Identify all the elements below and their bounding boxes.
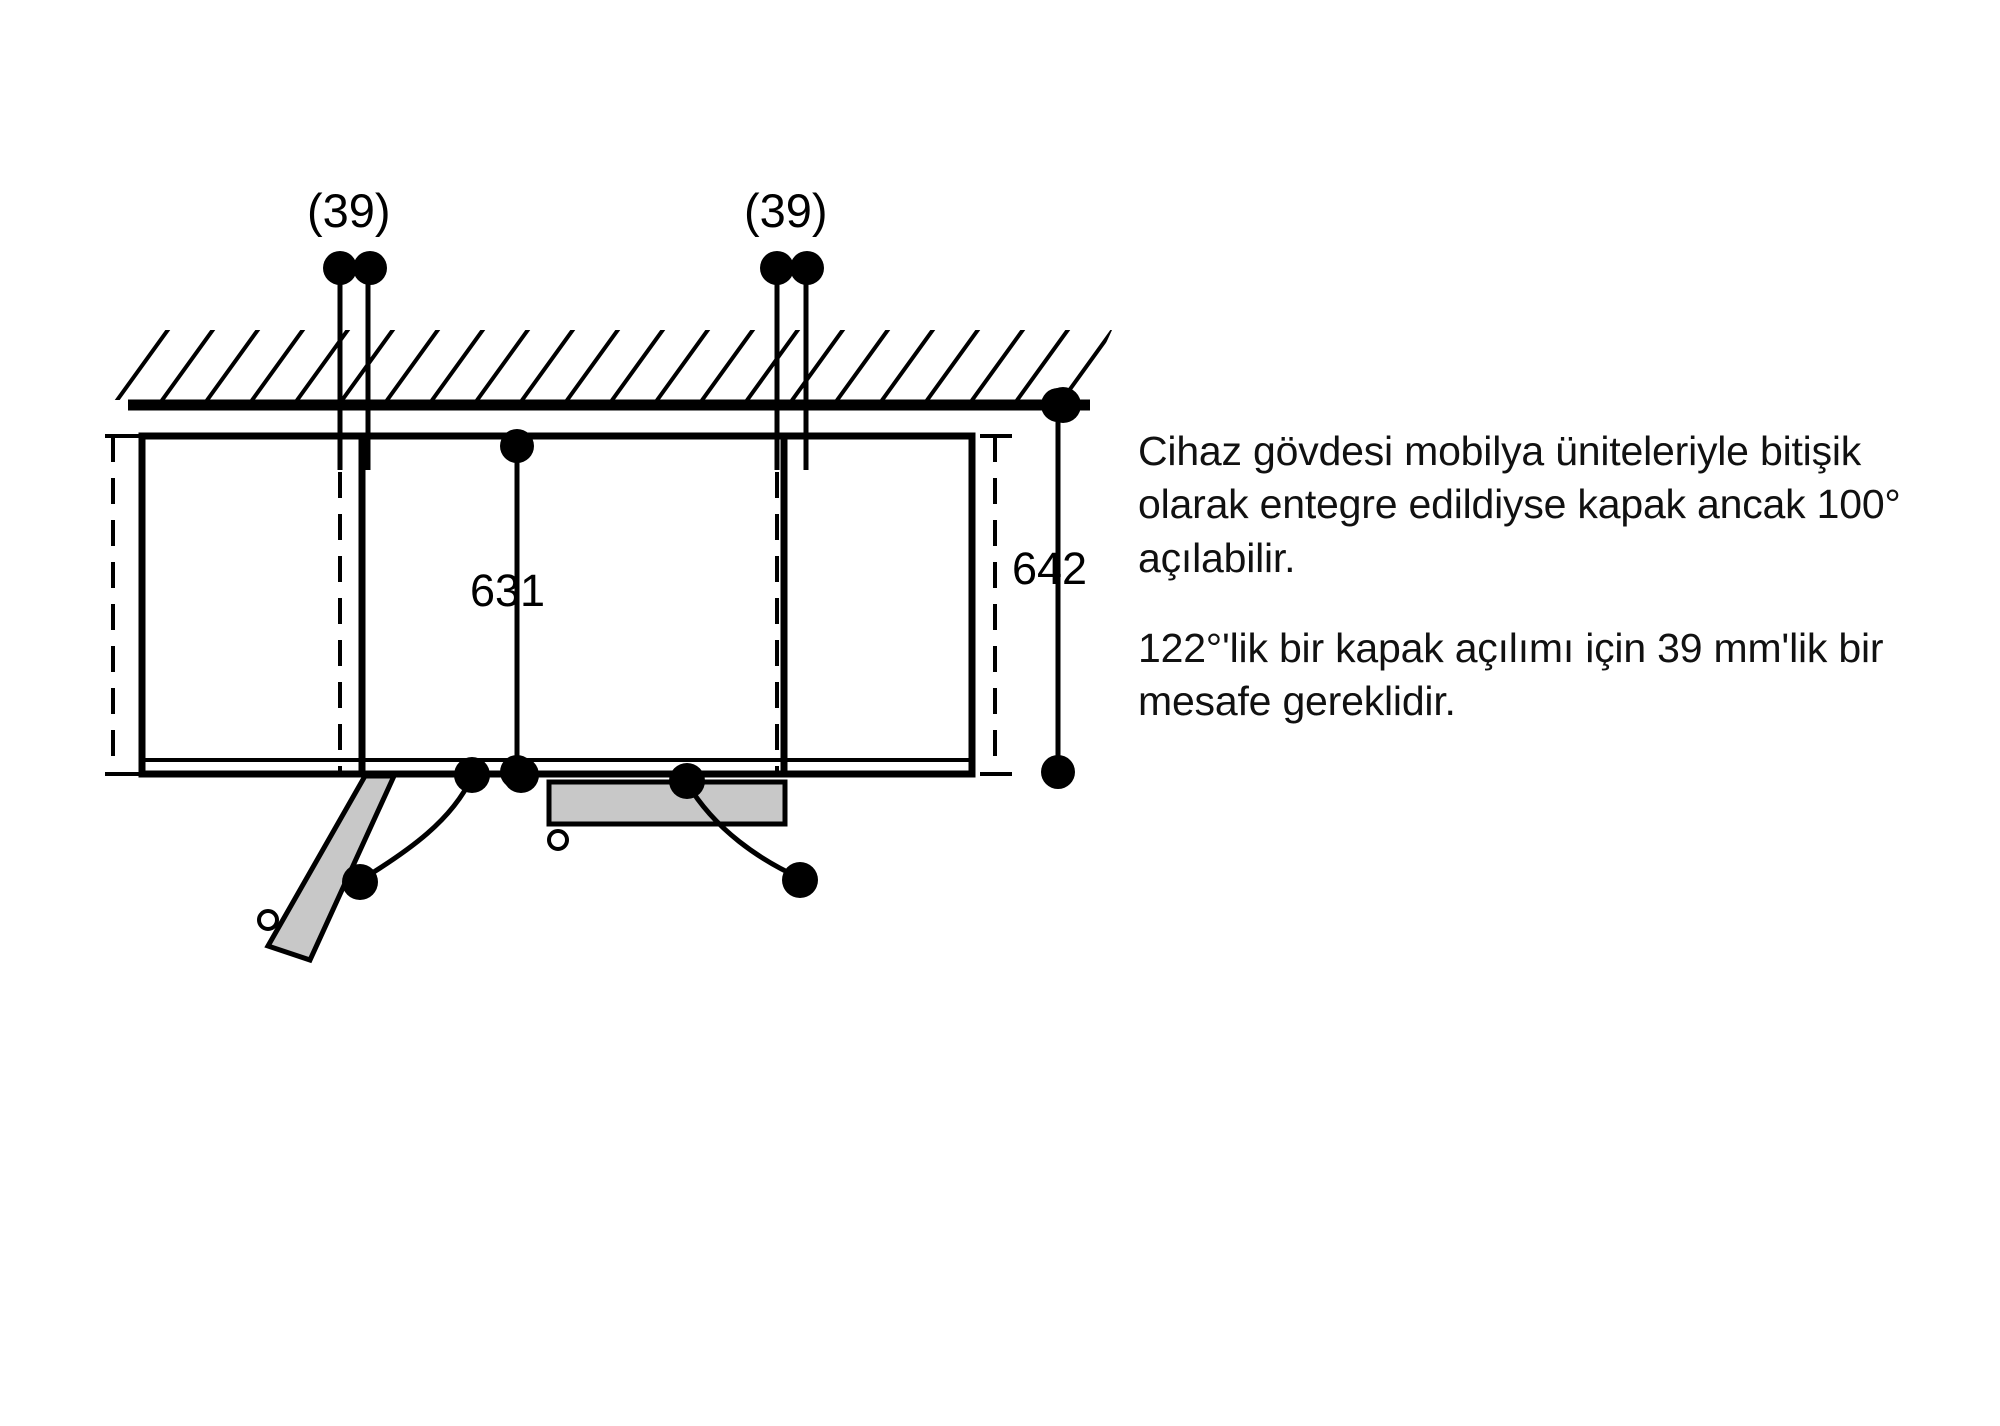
callout-label-right: (39) bbox=[744, 184, 828, 237]
wall-hatching bbox=[95, 320, 1120, 410]
note-door-opening-122: 122°'lik bir kapak açılımı için 39 mm'lik bir mesafe gereklidir. bbox=[1138, 625, 1884, 725]
appliance-body bbox=[142, 436, 972, 774]
dimension-label-642: 642 bbox=[1012, 543, 1088, 594]
callout-label-left: (39) bbox=[307, 184, 391, 237]
door-panel-open-122 bbox=[259, 776, 394, 960]
note-door-opening-100: Cihaz gövdesi mobilya üniteleriyle bitişik olarak entegre edildiyse kapak ancak 100° açılabilir. bbox=[1138, 428, 1901, 581]
drawer-panel bbox=[549, 782, 785, 849]
dimension-label-631: 631 bbox=[470, 565, 546, 616]
